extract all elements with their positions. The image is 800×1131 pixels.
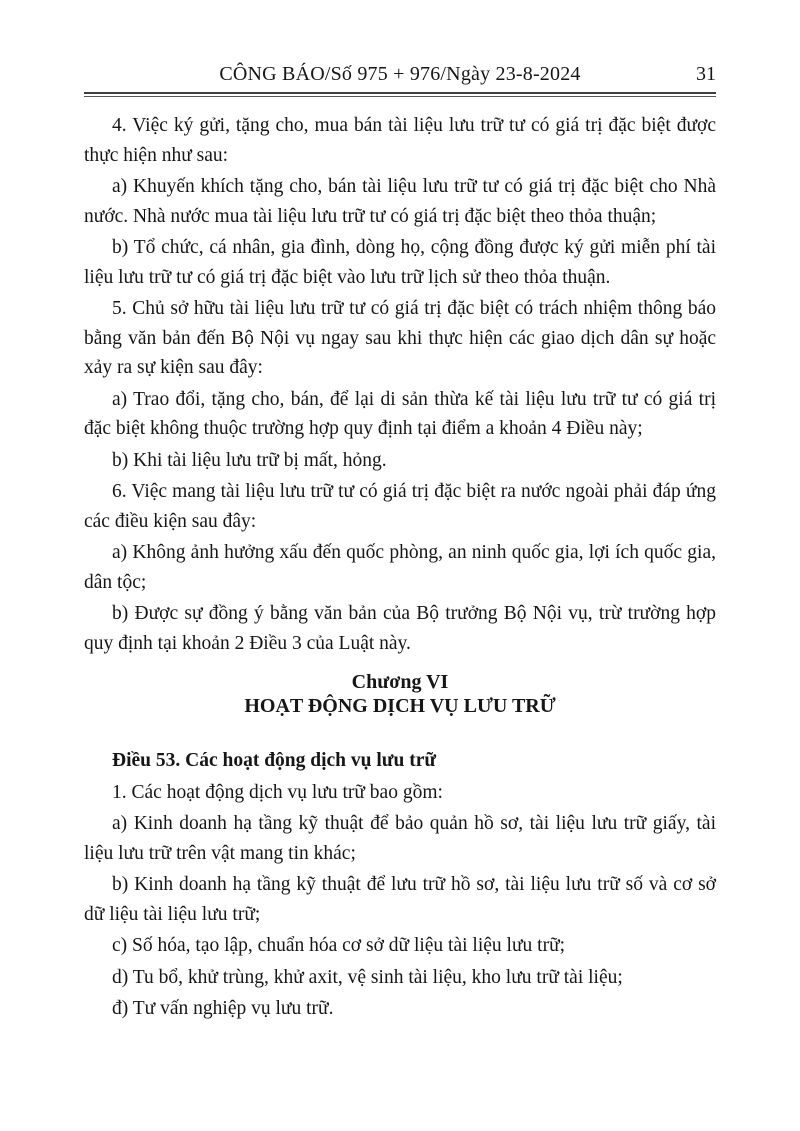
paragraph: a) Kinh doanh hạ tầng kỹ thuật để bảo quản hồ sơ, tài liệu lưu trữ giấy, tài liệu lưu trữ trên vật mang tin khác; bbox=[84, 813, 716, 864]
chapter-title: HOẠT ĐỘNG DỊCH VỤ LƯU TRỮ bbox=[244, 695, 556, 717]
document-body bbox=[84, 111, 716, 1024]
paragraph: 1. Các hoạt động dịch vụ lưu trữ bao gồm: bbox=[112, 781, 443, 803]
gazette-issue-title: CÔNG BÁO/Số 975 + 976/Ngày 23-8-2024 bbox=[219, 63, 581, 85]
page-number: 31 bbox=[696, 63, 716, 85]
chapter-number: Chương VI bbox=[351, 671, 449, 693]
paragraph: 5. Chủ sở hữu tài liệu lưu trữ tư có giá trị đặc biệt có trách nhiệm thông báo bằng văn bản đến Bộ Nội vụ ngay sau khi thực hiện các giao dịch dân sự hoặc xảy ra sự kiện sau đây: bbox=[84, 298, 716, 378]
paragraph: b) Kinh doanh hạ tầng kỹ thuật để lưu trữ hồ sơ, tài liệu lưu trữ số và cơ sở dữ liệu tài liệu lưu trữ; bbox=[84, 874, 716, 925]
paragraph: 4. Việc ký gửi, tặng cho, mua bán tài liệu lưu trữ tư có giá trị đặc biệt được thực hiện như sau: bbox=[84, 115, 716, 166]
paragraph: đ) Tư vấn nghiệp vụ lưu trữ. bbox=[112, 998, 334, 1019]
paragraph: a) Trao đổi, tặng cho, bán, để lại di sản thừa kế tài liệu lưu trữ tư có giá trị đặc biệt không thuộc trường hợp quy định tại điểm a khoản 4 Điều này; bbox=[84, 388, 716, 439]
paragraph: a) Không ảnh hưởng xấu đến quốc phòng, an ninh quốc gia, lợi ích quốc gia, dân tộc; bbox=[84, 542, 716, 593]
article-heading: Điều 53. Các hoạt động dịch vụ lưu trữ bbox=[112, 750, 437, 771]
paragraph: b) Khi tài liệu lưu trữ bị mất, hỏng. bbox=[112, 449, 387, 471]
paragraph: b) Được sự đồng ý bằng văn bản của Bộ trưởng Bộ Nội vụ, trừ trường hợp quy định tại khoản 2 Điều 3 của Luật này. bbox=[84, 603, 716, 654]
paragraph: b) Tổ chức, cá nhân, gia đình, dòng họ, cộng đồng được ký gửi miễn phí tài liệu lưu trữ tư có giá trị đặc biệt vào lưu trữ lịch sử theo thỏa thuận. bbox=[84, 237, 716, 288]
running-header bbox=[84, 62, 716, 86]
paragraph: a) Khuyến khích tặng cho, bán tài liệu lưu trữ tư có giá trị đặc biệt cho Nhà nước. Nhà nước mua tài liệu lưu trữ tư có giá trị đặc biệt theo thỏa thuận; bbox=[84, 176, 716, 227]
paragraph: d) Tu bổ, khử trùng, khử axit, vệ sinh tài liệu, kho lưu trữ tài liệu; bbox=[112, 966, 623, 988]
paragraph: 6. Việc mang tài liệu lưu trữ tư có giá trị đặc biệt ra nước ngoài phải đáp ứng các điều kiện sau đây: bbox=[84, 481, 716, 532]
page-content bbox=[84, 0, 716, 1026]
paragraph: c) Số hóa, tạo lập, chuẩn hóa cơ sở dữ liệu tài liệu lưu trữ; bbox=[112, 935, 566, 956]
header-rule bbox=[84, 92, 716, 97]
